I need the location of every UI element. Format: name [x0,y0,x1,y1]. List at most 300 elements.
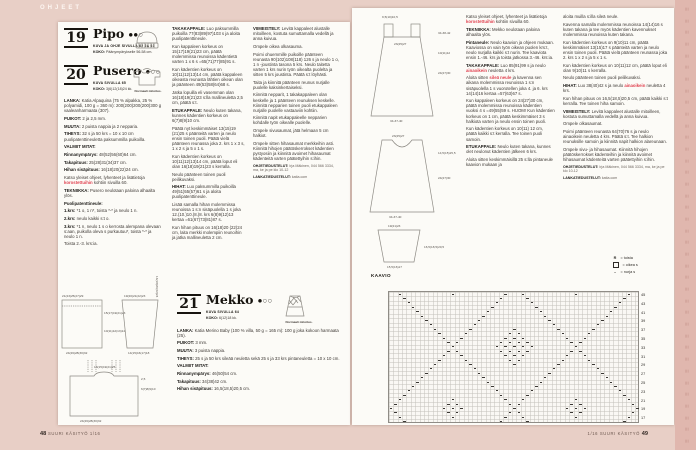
purl-mark [575,399,578,400]
purl-mark [460,338,463,339]
edge-pattern-mark: ≡ [682,427,689,431]
pattern-21-size: KOKO: 6(12)18 kk. [206,316,237,321]
purl-mark [522,399,525,400]
purl-mark [487,382,490,383]
paragraph: Kiinnitä nepparit, 1 takakappaleen olan keskelle ja 1 päänteen reunuksen keskelle. Kiinnitä nepparien toinen puoli etukappaleen nurjalle puolelle vastaaviin kohtiin. [253,92,338,113]
edge-pattern-mark: ≡ [682,415,689,420]
purl-mark [540,382,543,383]
edge-pattern-mark: ≡ [682,147,689,151]
stitch-symbol: – [613,270,617,275]
row-number: 39 [641,319,646,324]
edge-strip [675,0,696,450]
svg-text:14(15)16(17)18: 14(15)16(17)18 [128,351,150,355]
edge-pattern-mark: ≡ [682,158,689,163]
paragraph: Poimi ohuemmille puikoille päänteen reunasta 90(102)108(118) 126 s ja neulo 1 o, 1 n -joustinta tasona 5 krs. Neulo taitetta varten 1 krs nurin työn oikealta puolelta ja sitten 5 krs joustinta. Päätä s:t löyhästi. [253,51,339,77]
paragraph: TEKNIIKKA: Pusero neulotaan paloina alhaalta ylös. [64,187,156,198]
row-number: 31 [641,354,646,359]
svg-text:2,5: 2,5 [141,377,146,381]
svg-text:24(26)28(30)32: 24(26)28(30)32 [80,419,102,423]
edge-pattern-mark: ≡ [682,439,689,443]
purl-mark [460,408,463,409]
pattern-19-size: KOKO: Päänympärykselle 56-58 cm. [93,50,153,55]
purl-mark [592,329,595,330]
paragraph: Kavenna samalla molemmissa reunoissa 14(14)16 s kuten takana ja tee myös kädentien kavennukset molemmissa reunoissa kuten takana. [563,21,663,37]
paragraph: Rinnanympärys: 46(50)54 cm. [177,371,238,377]
purl-mark [412,307,415,308]
purl-mark [513,329,516,330]
purl-mark [500,421,503,422]
purl-mark [447,342,450,343]
purl-mark [526,421,529,422]
svg-text:9,5(10)10,5: 9,5(10)10,5 [382,15,398,19]
paragraph: Jatka lopuilla eli vasemman olan 16(18)19(21)23 s:lla mallineuletta 2,5 cm, päätä s:t. [172,89,243,105]
edge-pattern-mark: ≡ [682,88,689,93]
edge-pattern-mark: ≡ [682,193,689,198]
pattern-19-header [64,28,163,56]
difficulty-dots: ●●○ [128,33,144,38]
pattern-21-title: Mekko ●○○ [206,292,273,307]
purl-mark [478,373,481,374]
paragraph: Neulo päänteen toinen puoli peilikuvaksi. [563,75,641,81]
difficulty-dots: ●○○ [257,299,273,304]
purl-mark [548,320,551,321]
paragraph: VALMIIT MITAT: [177,363,209,369]
svg-text:16(18)20(22)24: 16(18)20(22)24 [155,276,159,298]
paragraph: 3.krs: *1 n, neulo 1 s o kerrosta alempana olevaan s:aan, puikolla oleva s purkautuu*, toista *-* ja neulo 1 n. [64,223,161,239]
pattern-21-photo-ref: KUVA SIVULLA 64 [206,310,240,314]
svg-text:23(25)27: 23(25)27 [394,42,407,46]
purl-mark [504,294,507,295]
paragraph: Takapituus: 25(28)31(34)37 cm. [64,159,127,165]
schematic-pusero-pieces [56,276,172,424]
purl-mark [531,302,534,303]
sweater-icon [131,65,165,94]
svg-text:6(7)8(9)10: 6(7)8(9)10 [141,387,156,391]
paragraph: Kun kädentien korkeus on 10(11)12(13)14 cm, päätä loput eli olan 16(18)19(21)23 s kerralla. [172,153,238,169]
paragraph: 2.krs: neulo kaikki s:t o. [64,215,110,221]
paragraph: ETUKAPPALE: Neulo kuten takana, kunnes olet neulonut kädentien jälkeen 6 krs. [466,144,551,155]
right-footer-brand: 1/16 SUURI KÄSITYÖ [587,431,640,436]
instructions-column-5 [466,14,555,170]
dress-icon [282,294,316,325]
purl-mark [619,390,622,391]
paragraph: LANKA: Katia Alpaquina (75 % alpakka, 25 % polyamidi, 100 g = 360 m): 200(200)200(200)300 g vaaleanharmaata (307). [64,98,162,114]
purl-mark [628,399,631,400]
svg-text:16,5(18,5)20,5: 16,5(18,5)20,5 [424,245,445,249]
svg-text:19(20)21(22)23: 19(20)21(22)23 [124,294,146,298]
svg-text:24(27)30: 24(27)30 [438,176,451,180]
purl-mark [579,342,582,343]
purl-mark [518,360,521,361]
svg-text:14,5(15)15,5: 14,5(15)15,5 [438,151,456,155]
purl-mark [412,386,415,387]
purl-mark [491,307,494,308]
purl-mark [531,390,534,391]
svg-text:24(27)30: 24(27)30 [438,71,451,75]
row-number: 21 [641,398,646,403]
purl-mark [452,417,455,418]
purl-mark [500,395,503,396]
paragraph: Kun kädentien korkeus on 10(11)12(13)14 cm, päätä kappaleen oikeasta reunasta lähtien oikean olan ja päänteen 49(53)58(64)68 s. [172,66,243,88]
difficulty-dots: ●○○ [145,69,161,75]
instructions-column-1 [64,28,163,249]
purl-mark [553,368,556,369]
right-page-footer [588,431,648,437]
svg-text:15(17)19(21)23: 15(17)19(21)23 [104,311,126,315]
left-footer-brand: SUURI KÄSITYÖ 1/16 [48,431,101,436]
purl-mark [509,333,512,334]
pattern-20-size: KOKO: 3(6)12(18)24 kk. [93,87,133,92]
edge-pattern-mark: ≡ [682,100,689,105]
purl-mark [452,399,455,400]
purl-mark [430,324,433,325]
purl-mark [579,404,582,405]
purl-mark [636,408,639,409]
paragraph: Hihan sisäpituus: 16(18)20(22)24 cm. [64,167,139,173]
purl-mark [500,342,503,343]
purl-mark [623,421,626,422]
svg-text:34-38-42: 34-38-42 [438,31,451,35]
edge-pattern-mark: ≡ [682,310,689,315]
paragraph: Ompele oikea olkasauma. [253,43,303,49]
edge-pattern-mark: ≡ [682,404,689,408]
row-number: 45 [641,293,646,297]
purl-mark [526,342,529,343]
purl-mark [518,333,521,334]
purl-mark [504,417,507,418]
edge-pattern-mark: ≡ [682,287,689,291]
purl-mark [416,311,419,312]
purl-mark [487,311,490,312]
purl-mark [443,355,446,356]
stitch-symbol: R [613,256,617,260]
svg-text:34-37-40: 34-37-40 [390,119,403,123]
purl-mark [570,412,573,413]
edge-pattern-mark: ≡ [682,123,689,128]
purl-mark [575,346,578,347]
purl-mark [434,364,437,365]
knitting-chart-grid [388,291,639,423]
purl-mark [540,311,543,312]
paragraph: Lisää samalla hihan molemmissa reunoissa 1 s:n sisäpuolella 1 s joka 12.(10.)10.(8.)8. krs 6(8)9(12)13 kertaa =61(67)73(81)87 s. [172,202,241,223]
edge-pattern-mark: ≡ [682,357,689,361]
paragraph: Katso yleiset ohjeet, lyhenteet ja lisätietoja korostettuihin kohtiin sivuilla 60. [466,14,547,25]
purl-mark [610,382,613,383]
edge-pattern-mark: ≡ [682,42,689,46]
purl-mark [566,355,569,356]
purl-mark [597,324,600,325]
purl-mark [408,390,411,391]
row-number: 43 [641,301,646,306]
pattern-21-section [177,294,345,394]
purl-mark [592,364,595,365]
paragraph: VIIMEISTELY: Levitä kappaleet alustalle mitoilleen, kostuta sumuttamalla vedellä ja anna kuivua. [253,26,334,42]
purl-mark [443,408,446,409]
svg-text:34-37-40: 34-37-40 [389,215,402,219]
purl-mark [399,399,402,400]
chart-legend [612,256,638,277]
paragraph: ETUKAPPALE: Neulo kuten takana, kunnes kädentien korkeus on 6(7)8(9)10 cm. [172,107,242,123]
purl-mark [456,351,459,352]
paragraph: LANKA: Katia Merino Baby (100 % villa, 50 g = 165 m): 100 g joka kokoon harmaata (25). [177,327,339,338]
purl-mark [614,307,617,308]
purl-mark [597,368,600,369]
purl-mark [482,316,485,317]
paragraph: Aloita sitten keskimmäisillä 25 s:lla pintaneule kaavion mukaan ja [466,157,553,168]
paragraph: HIHAT: Luo 38(40)42 s ja neulo ainaoikein neuletta 4 krs. [563,83,666,94]
paragraph: Kun kappaleen korkeus on 24(27)30 cm, päätä molemmissa reunoissa kädentien vuoksi 4 s =49(55)59 s. HUOM! Kun kädentien korkeus on 1 cm, päätä keskimmäiset 3 s halkiota varten ja neulo ensin toinen puoli. [466,98,555,124]
purl-mark [496,390,499,391]
pattern-20-number: 20 [64,65,88,85]
purl-mark [575,294,578,295]
purl-mark [544,316,547,317]
svg-text:13(15)19(21)25: 13(15)19(21)25 [94,365,116,369]
edge-pattern-mark: ≡ [682,322,689,326]
purl-mark [447,404,450,405]
purl-mark [403,298,406,299]
purl-mark [513,364,516,365]
purl-mark [504,338,507,339]
row-number: 41 [641,310,646,315]
purl-mark [408,302,411,303]
purl-mark [430,368,433,369]
beanie-icon [133,28,163,52]
edge-pattern-mark: ≡ [682,392,689,396]
purl-mark [390,408,393,409]
paragraph: VALMIIT MITAT: [64,144,96,150]
section-masthead: OHJEET [40,5,83,11]
purl-mark [601,373,604,374]
instructions-column-3 [253,26,339,182]
purl-mark [575,408,578,409]
purl-mark [394,404,397,405]
purl-mark [399,417,402,418]
purl-mark [403,421,406,422]
svg-text:23(25)27: 23(25)27 [392,134,405,138]
purl-mark [504,355,507,356]
paragraph: Aloita sitten sileä neule ja kavenna sen aikana molemmissa reunoissa 1 s:n sisäpuolella 1 s vuorotellen joka 4. ja 6. krs 14(14)16 kertaa =57(63)67 s. [466,75,548,96]
paragraph: MUUTA: 3 puista nappia. [177,348,226,354]
purl-mark [518,342,521,343]
pattern-20-title: Pusero ●○○ [93,62,161,78]
purl-mark [513,355,516,356]
purl-mark [403,395,406,396]
edge-pattern-mark: ≡ [682,217,689,221]
purl-mark [570,404,573,405]
row-number: 35 [641,336,646,341]
purl-mark [566,338,569,339]
purl-mark [632,412,635,413]
purl-mark [460,355,463,356]
purl-mark [562,360,565,361]
purl-mark [496,346,499,347]
purl-mark [421,377,424,378]
purl-mark [544,377,547,378]
purl-mark [513,408,516,409]
paragraph: aloita muilla s:illa sileä neule. [563,14,619,19]
paragraph: Ompele olkasaumat. [563,121,603,127]
edge-pattern-mark: ≡ [682,77,689,81]
paragraph: Kun kädentien korkeus on 10(11)12 cm, päätä loput eli olan 9(10)11 s kerralla. [563,62,667,73]
purl-mark [623,395,626,396]
purl-mark [522,355,525,356]
edge-pattern-mark: ≡ [682,135,689,140]
purl-mark [456,412,459,413]
purl-mark [452,294,455,295]
svg-text:10(11)12(13)14: 10(11)12(13)14 [104,329,126,333]
purl-mark [456,404,459,405]
edge-pattern-mark: ≡ [682,53,689,58]
paragraph: PUIKOT: 3 mm. [177,340,208,346]
purl-mark [509,404,512,405]
edge-pattern-mark: ≡ [682,7,689,11]
purl-mark [570,351,573,352]
purl-mark [421,316,424,317]
left-page-footer [40,431,100,437]
purl-mark [518,351,521,352]
purl-mark [518,404,521,405]
purl-mark [447,351,450,352]
purl-mark [526,395,529,396]
purl-mark [566,408,569,409]
chart-title: KAAVIO [371,273,391,278]
svg-text:21(23)25(27)29: 21(23)25(27)29 [62,294,84,298]
purl-mark [619,302,622,303]
purl-mark [513,338,516,339]
row-number: 23 [641,389,646,394]
purl-mark [447,412,450,413]
knit-stitch-symbol [613,262,619,268]
row-number: 29 [641,363,646,368]
purl-mark [535,386,538,387]
row-number: 19 [641,407,646,412]
purl-mark [628,417,631,418]
pattern-19-number: 19 [64,28,88,48]
edge-pattern-mark: ≡ [682,264,689,268]
purl-mark [535,307,538,308]
svg-text:10(11)12: 10(11)12 [438,51,451,55]
purl-mark [522,294,525,295]
pattern-20-header [64,62,163,93]
paragraph: VIIMEISTELY: Levitä kappaleet alustalle mitoilleen, kostuta sumuttamalla vedellä ja anna kuivua. [563,108,661,119]
purl-mark [509,360,512,361]
paragraph: OHJETIEDUSTELUT: Irja Mäkinen, 044 566 3334, ma, ke ja pe klo 10-12 [563,164,665,174]
purl-mark [443,338,446,339]
purl-mark [579,351,582,352]
chart-row-numbers [641,291,645,423]
purl-mark [557,329,560,330]
purl-mark [548,373,551,374]
purl-mark [606,377,609,378]
purl-mark [504,346,507,347]
instructions-column-2 [172,26,245,243]
purl-mark [526,351,529,352]
purl-mark [610,311,613,312]
pattern-21-materials [177,328,345,392]
purl-mark [452,408,455,409]
paragraph: Kun hihan pituus on 16,5(18,5)20,5 cm, päätä kaikki s:t kerralla. Tee toinen hiha samoin. [563,95,668,106]
purl-mark [588,333,591,334]
instructions-column-6 [563,14,669,183]
purl-mark [425,320,428,321]
pattern-19-photo-ref: KUVA JA OHJE SIVULLA 62 JA 63 [93,44,155,48]
paragraph: Ompele sitten hihasaumat merkkeihin asti. Kiinnitä hihojen päätöskerrokset kädentien pystyosiin ja kiinnitä avoimet hihasaumat kädenteitä varten päätettyihin s:ihin. [253,140,334,162]
purl-mark [531,346,534,347]
paragraph: Rinnanympärys: 48(52)56(60)64 cm. [64,151,137,157]
purl-mark [584,338,587,339]
row-number: 33 [641,345,646,350]
paragraph: Poimi päänteen reunasta 64(70)76 s ja neulo ainaoikein neuletta 4 krs. Päätä s:t. Tee halkion reunuksille samoin ja kiinnitä napit halkion alareunaan. [563,129,667,145]
paragraph: TIHEYS: 25 s ja 50 krs sileää neuletta sekä 25 s ja 33 krs pintaneuletta = 10 x 10 cm. [177,355,340,361]
purl-mark [500,298,503,299]
edge-pattern-mark: ≡ [682,240,689,245]
purl-mark [394,412,397,413]
pattern-19-title: Pipo ●●○ [93,26,144,41]
edge-pattern-mark: ≡ [682,170,689,175]
paragraph: Pintaneule: Neulo kaavion ja ohjeen mukaan. Kaaviossa on vain työn oikean puolen krs:t, neulo nurjalla kaikki s:t nurin. Tee kaaviota ensin 1.-46. krs ja toista jatkossa 3.-46. krs:ia. [466,39,554,60]
purl-mark [416,382,419,383]
purl-mark [522,338,525,339]
purl-mark [628,294,631,295]
paragraph: TAKAKAPPALE: Luo 85(91)99 s ja neulo ainaoikein neuletta 4 krs. [466,62,546,73]
edge-pattern-mark: ≡ [682,299,689,303]
purl-mark [500,351,503,352]
purl-mark [474,324,477,325]
edge-pattern-mark: ≡ [682,229,689,233]
paragraph: Toista 2.-3. krs:ia. [64,241,98,247]
purl-mark [474,368,477,369]
purl-mark [465,360,468,361]
purl-mark [526,298,529,299]
purl-mark [478,320,481,321]
svg-text:19(21)23: 19(21)23 [388,224,401,228]
purl-mark [606,316,609,317]
pattern-21-number: 21 [177,294,201,314]
edge-pattern-mark: ≡ [682,345,689,350]
right-page-number: 49 [641,431,648,437]
paragraph: Taita ja kiinnitä päänteen reunus nurjalle puolelle kaksinkertaiseksi. [253,79,330,90]
edge-pattern-mark: ≡ [682,380,689,385]
row-number: 37 [641,328,646,333]
edge-pattern-mark: ≡ [682,252,689,256]
paragraph: Hihan sisäpituus: 16,5(18,5)20,5 cm. [177,386,251,392]
purl-mark [588,360,591,361]
edge-pattern-mark: ≡ [682,334,689,338]
paragraph: Ompele sivusaumat, jätä helmaan 5 cm halkiot. [253,128,329,139]
purl-mark [438,360,441,361]
svg-text:15,5(16)17: 15,5(16)17 [387,265,402,269]
paragraph: Kun hihan pituus on 16(18)20 (22)24 cm, laita merkki molempiin reunoihin ja jatka mallineuletta 2 cm. [172,225,242,241]
edge-pattern-mark: ≡ [682,205,689,210]
paragraph: Kun kädentien korkeus on 9(10)11 cm, päätä keskimmäiset 13(15)17 s päänteitä varten ja neulo ensin toinen puoli. Päätä vielä päänteen reunassa joka 2. krs 1 x 2 s ja 5 x 1 s. [563,39,668,60]
paragraph: Ompele sivu- ja hihasaumat. Kiinnitä hihojen päätöskerrokset kädenteihin ja kiinnitä avoimet hihasaumat kädenteitä varten päätettyihin s:ihin. [563,146,655,163]
purl-mark [623,298,626,299]
purl-mark [496,302,499,303]
purl-mark [504,399,507,400]
paragraph: TIHEYS: 32 s ja 50 krs = 10 x 10 cm puolipatenttineuletta paksummilla puikoilla. [64,131,146,142]
purl-mark [425,373,428,374]
legend-item: R = toista [613,256,633,260]
purl-mark [632,404,635,405]
purl-mark [575,417,578,418]
purl-mark [434,329,437,330]
edge-pattern-mark: ≡ [682,182,689,186]
purl-mark [469,364,472,365]
purl-mark [584,355,587,356]
purl-mark [562,333,565,334]
purl-mark [469,329,472,330]
purl-mark [452,346,455,347]
